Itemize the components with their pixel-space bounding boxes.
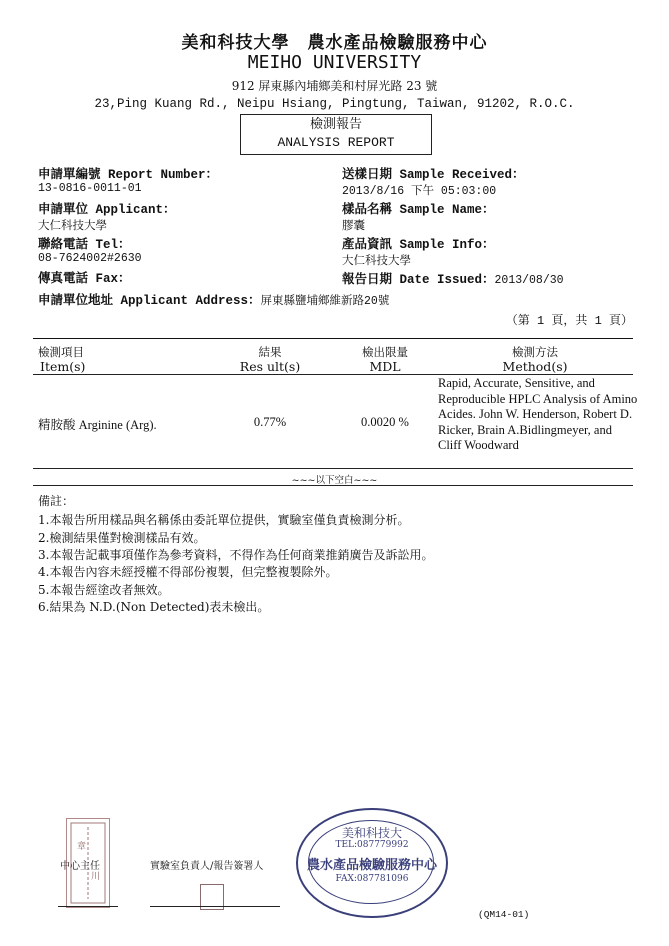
center-title: 美和科技大學 農水產品檢驗服務中心 [181, 33, 488, 53]
lab-sign-line [150, 906, 280, 907]
applicant-address [38, 289, 389, 308]
director-label: 中心主任 [60, 861, 100, 872]
university-name: MEIHO UNIVERSITY [247, 52, 422, 73]
sample-name-value: 膠囊 [342, 220, 365, 233]
stamp-center-text: 農水產品檢驗服務中心 [306, 858, 437, 873]
stamp-fax: FAX:087781096 [335, 874, 409, 884]
col-header-method-zh: 檢測方法 [512, 345, 558, 359]
applicant-address-value: 屏東縣鹽埔鄉維新路20號 [260, 295, 390, 308]
report-title-en: ANALYSIS REPORT [277, 135, 395, 150]
notes-heading: 備註： [38, 494, 75, 508]
stamp-tel: TEL:087779992 [335, 840, 409, 850]
table-header-rule [33, 374, 633, 375]
page-info: （第 1 頁，共 1 頁） [505, 314, 633, 328]
col-header-result-zh: 結果 [258, 345, 282, 359]
note-item: 3.本報告記載事項僅作為參考資料，不得作為任何商業推銷廣告及訴訟用。 [38, 548, 434, 562]
note-item: 6.結果為 N.D.(Non Detected)表未檢出。 [38, 600, 270, 614]
col-header-mdl-en: MDL [369, 359, 401, 374]
note-item: 4.本報告內容未經授權不得部份複製，但完整複製除外。 [38, 565, 338, 579]
row-mdl: 0.0020 % [361, 415, 409, 429]
applicant-address-label: 申請單位地址 Applicant Address： [38, 294, 261, 308]
note-item: 5.本報告經塗改者無效。 [38, 583, 170, 597]
row-result: 0.77% [253, 415, 287, 429]
svg-text:章: 章 [77, 842, 87, 852]
col-header-mdl-zh: 檢出限量 [362, 345, 408, 359]
row-method: Rapid, Accurate, Sensitive, and Reproducible HPLC Analysis of Amino Acides. John W. Henderson, Robert D. Ricker, Brain A.Bidlingmeyer, and Cliff Woodward [438, 376, 638, 452]
center-stamp [296, 808, 448, 918]
report-number-label: 申請單編號 Report Number： [38, 168, 219, 182]
address-en: 23,Ping Kuang Rd., Neipu Hsiang, Pingtung, Taiwan, 91202, R.O.C. [94, 97, 575, 111]
sample-received-label: 送樣日期 Sample Received： [342, 168, 525, 182]
note-item: 1.本報告所用樣品與名稱係由委託單位提供，實驗室僅負責檢測分析。 [38, 513, 410, 527]
applicant-label: 申請單位 Applicant： [38, 203, 176, 217]
end-marker: ~~~以下空白~~~ [291, 475, 378, 486]
report-number-value: 13-0816-0011-01 [38, 182, 142, 195]
tel-label: 聯絡電話 Tel： [38, 238, 131, 252]
sample-name-label: 樣品名稱 Sample Name： [342, 203, 495, 217]
sample-info-value: 大仁科技大學 [342, 255, 411, 268]
report-title-zh: 檢測報告 [309, 117, 362, 132]
note-item: 2.檢測結果僅對檢測樣品有效。 [38, 531, 206, 545]
svg-text:川: 川 [91, 872, 101, 882]
lab-head-label: 實驗室負責人/報告簽署人 [150, 861, 264, 872]
date-issued [342, 268, 564, 287]
col-header-method-en: Method(s) [502, 359, 568, 374]
table-row-rule [33, 468, 633, 469]
stamp-top-text: 美和科技大 [341, 826, 402, 840]
col-header-item-en: Item(s) [40, 359, 86, 374]
form-code: (QM14-01) [478, 909, 530, 920]
col-header-item-zh: 檢測項目 [38, 345, 84, 359]
director-sign-line [58, 906, 118, 907]
col-header-result-en: Res ult(s) [239, 359, 301, 374]
report-title-box [240, 114, 432, 155]
date-issued-label: 報告日期 Date Issued： [342, 273, 495, 287]
table-top-rule [33, 338, 633, 339]
address-zh: 912 屏東縣內埔鄉美和村屏光路 23 號 [231, 79, 438, 93]
sample-info-label: 產品資訊 Sample Info： [342, 238, 495, 252]
table-bottom-rule [33, 485, 633, 486]
fax-label: 傳真電話 Fax： [38, 272, 131, 286]
applicant-value: 大仁科技大學 [38, 220, 107, 233]
row-item: 精胺酸 Arginine (Arg). [38, 418, 157, 432]
tel-value: 08-7624002#2630 [38, 252, 142, 265]
sample-received-value: 2013/8/16 下午 05:03:00 [342, 185, 497, 198]
date-issued-value: 2013/08/30 [494, 274, 564, 287]
